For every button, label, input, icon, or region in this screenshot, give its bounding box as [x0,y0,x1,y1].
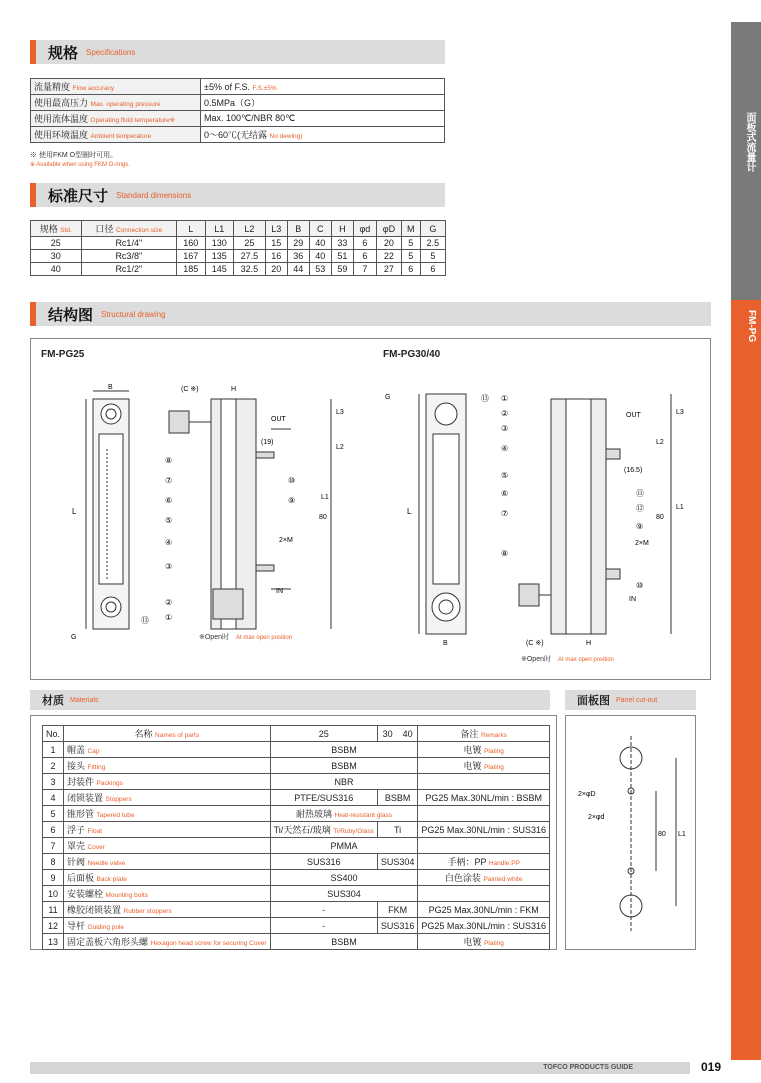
mat-material: SS400 [270,870,418,886]
dims-cell: 2.5 [420,237,445,250]
specifications-table [30,78,445,143]
dims-cell: 33 [331,237,353,250]
dims-cell: 15 [265,237,287,250]
mat-remarks [418,838,550,854]
dims-header-cell: L [177,221,206,237]
label-in-left: IN [276,588,283,595]
materials-row [43,838,550,854]
dims-cell: 53 [309,263,331,276]
materials-row [43,822,550,838]
dim-l2-left: L2 [336,444,344,451]
dims-cell: 5 [401,237,420,250]
materials-row [43,886,550,902]
mat-name: 罩壳 Cover [64,838,271,854]
mat-h-no: No. [43,726,64,742]
dims-cell: Rc1/2" [81,263,176,276]
mat-material: PTFE/SUS316 [270,790,377,806]
dims-cell: 51 [331,250,353,263]
callout-r-8: ⑧ [501,549,509,558]
mat-h-name-en: Names of parts [155,732,200,739]
pg25-front-view [86,391,129,629]
spec-label: 使用流体温度 Operating fluid temperature※ [31,111,201,127]
mat-remarks [418,806,550,822]
dim-l3-left: L3 [336,409,344,416]
spec-value: 0～60℃(无结露 No dewing) [201,127,445,143]
spec-note-en: ※ Available when using FKM O-rings. [30,162,130,168]
mat-material: SUS304 [270,886,418,902]
callout-8: ⑧ [165,456,173,465]
dims-cell: Rc3/8" [81,250,176,263]
dims-cell: 32.5 [234,263,266,276]
dim-c-right: (C ※) [526,640,544,647]
dims-cell: 25 [31,237,82,250]
mat-remarks [418,886,550,902]
dims-header-cell: C [309,221,331,237]
callout-r-3: ③ [501,424,509,433]
dims-cell: 7 [353,263,376,276]
dims-header-cell: H [331,221,353,237]
mat-material: 耐热玻璃 Heat-resistant glass [270,806,418,822]
spec-value: 0.5MPa（G） [201,95,445,111]
dims-header-cell: M [401,221,420,237]
dim-165: (16.5) [624,467,643,474]
mat-no: 4 [43,790,64,806]
mat-remarks: 电镀 Plating [418,742,550,758]
dim-b-right: B [443,640,448,647]
mat-name: 导杆 Guiding pole [64,918,271,934]
dims-header-cell: 规格 Std. [31,221,82,237]
model-tab [731,300,761,1060]
mat-remarks: 电镀 Plating [418,758,550,774]
dims-cell: 29 [287,237,309,250]
callout-r-12: ⑫ [636,504,644,513]
panel-svg [566,716,697,951]
category-tab-label: 面板式流量计 [744,112,755,172]
panel-cutout-box [565,715,696,950]
dim-80-left: 80 [319,514,327,521]
materials-table [42,725,550,950]
dims-cell: 6 [401,263,420,276]
dim-m-left: 2×M [279,537,293,544]
materials-title-en: Materials [70,696,99,704]
mat-no: 13 [43,934,64,950]
dims-header-cell: B [287,221,309,237]
dim-h-right: H [586,640,592,647]
panel-title: 面板图 [577,695,610,707]
dim-l1-right: L1 [676,504,684,511]
mat-remarks [418,774,550,790]
dim-g-left: G [71,634,77,641]
mat-remarks: PG25 Max.30NL/min : SUS316 [418,822,550,838]
note-right: ※Open时 [521,656,551,663]
spec-value: Max. 100℃/NBR 80℃ [201,111,445,127]
spec-row [31,79,445,95]
category-tab [731,22,761,300]
mat-no: 7 [43,838,64,854]
dims-row [31,237,446,250]
materials-row [43,934,550,950]
callout-r-1: ① [501,394,509,403]
structural-svg [31,339,710,679]
materials-title: 材质 [42,695,64,707]
footer-guide: TOFCO PRODUCTS GUIDE [543,1064,633,1071]
mat-material: SUS316 [270,854,377,870]
dims-header-cell: φd [353,221,376,237]
callout-r-13: ⑬ [481,394,489,403]
dim-80-right: 80 [656,514,664,521]
dim-l3-right: L3 [676,409,684,416]
dims-cell: 16 [265,250,287,263]
mat-remarks: 手柄：PP Handle:PP [418,854,550,870]
dim-m-right: 2×M [635,540,649,547]
dim-19: (19) [261,439,274,446]
callout-4: ④ [165,538,173,547]
dims-cell: 27.5 [234,250,266,263]
note-left-en: At max open position [236,635,293,641]
callout-r-7: ⑦ [501,509,509,518]
fig-left-title: FM-PG25 [41,349,85,360]
mat-remarks: PG25 Max.30NL/min : FKM [418,902,550,918]
dims-cell: 44 [287,263,309,276]
mat-no: 3 [43,774,64,790]
callout-7: ⑦ [165,476,173,485]
panel-l1: L1 [678,831,686,838]
mat-no: 8 [43,854,64,870]
pg30-side-view [519,394,671,634]
dims-header-cell: G [420,221,445,237]
materials-row [43,870,550,886]
structural-title-en: Structural drawing [101,309,166,319]
dims-cell: Rc1/4" [81,237,176,250]
panel-title-en: Panel cut-out [616,696,658,704]
structural-title: 结构图 [48,305,94,324]
mat-material-30-40: FKM [377,902,418,918]
dims-header-cell: L2 [234,221,266,237]
dims-cell: 27 [376,263,401,276]
spec-row [31,127,445,143]
dimensions-title: 标准尺寸 [48,186,109,205]
dims-cell: 40 [309,250,331,263]
mat-name: 后面板 Back plate [64,870,271,886]
dims-header-cell: φD [376,221,401,237]
mat-h-30: 30 [382,728,393,739]
dim-c-left: (C ※) [181,386,199,393]
materials-row [43,790,550,806]
dims-cell: 160 [177,237,206,250]
mat-name: 闭锁装置 Stoppers [64,790,271,806]
callout-r-6: ⑥ [501,489,509,498]
materials-row [43,902,550,918]
mat-no: 2 [43,758,64,774]
dims-cell: 6 [420,263,445,276]
mat-no: 6 [43,822,64,838]
dims-row [31,250,446,263]
specifications-header [30,40,445,64]
callout-r-5: ⑤ [501,471,509,480]
dims-cell: 130 [205,237,234,250]
mat-name: 橡胶闭锁装置 Rubber stoppers [64,902,271,918]
model-tab-label: FM-PG [746,310,757,343]
dims-cell: 20 [376,237,401,250]
callout-10-left: ⑩ [288,476,296,485]
callout-9-left: ⑨ [288,496,296,505]
fig-right-title: FM-PG30/40 [383,349,441,360]
mat-remarks: PG25 Max.30NL/min : SUS316 [418,918,550,934]
specifications-title-en: Specifications [86,47,136,57]
callout-r-9: ⑨ [636,522,644,531]
callout-1: ① [165,613,173,622]
callout-r-11: ⑪ [636,489,644,498]
mat-h-name [64,726,271,742]
note-left: ※Open时 [199,634,229,641]
dims-cell: 25 [234,237,266,250]
specifications-title: 规格 [48,43,79,62]
callout-13-left: ⑬ [141,616,149,625]
header-accent-bar [30,40,36,64]
mat-no: 12 [43,918,64,934]
mat-remarks: PG25 Max.30NL/min : BSBM [418,790,550,806]
mat-h-name-zh: 名称 [134,729,153,739]
dims-header-cell: L3 [265,221,287,237]
dims-cell: 5 [420,250,445,263]
page-number: 019 [700,1060,721,1074]
dims-row [31,263,446,276]
spec-row [31,95,445,111]
mat-h-remarks-zh: 备注 [460,729,479,739]
label-out-right: OUT [626,412,641,419]
mat-name: 针阀 Needle valve [64,854,271,870]
materials-row [43,806,550,822]
mat-material: PMMA [270,838,418,854]
spec-row [31,111,445,127]
mat-h-40: 40 [402,728,413,739]
label-in-right: IN [629,596,636,603]
mat-material: - [270,918,377,934]
spec-label: 流量精度 Flow accuracy [31,79,201,95]
mat-h-25: 25 [270,726,377,742]
materials-row [43,742,550,758]
dims-cell: 20 [265,263,287,276]
dims-header-cell: 口径 Connection size [81,221,176,237]
spec-label: 使用环境温度 Ambient temperature [31,127,201,143]
dims-cell: 30 [31,250,82,263]
callout-2: ② [165,598,173,607]
mat-name: 封装件 Packings [64,774,271,790]
dim-l1-left: L1 [321,494,329,501]
dims-cell: 185 [177,263,206,276]
mat-no: 5 [43,806,64,822]
mat-name: 接头 Fitting [64,758,271,774]
dim-l-right: L [407,507,412,516]
mat-no: 10 [43,886,64,902]
materials-row [43,854,550,870]
dimensions-title-en: Standard dimensions [116,190,192,200]
callout-r-2: ② [501,409,509,418]
callout-r-4: ④ [501,444,509,453]
dims-cell: 40 [309,237,331,250]
dimensions-table [30,220,446,276]
mat-material: Ti/天然石/玻璃 Ti/Ruby/Glass [270,822,377,838]
dims-cell: 167 [177,250,206,263]
mat-material: BSBM [270,742,418,758]
dims-cell: 145 [205,263,234,276]
panel-d-big: 2×φD [578,791,596,798]
pg25-side-view [169,399,331,629]
structural-header [30,302,711,326]
spec-label: 使用最高压力 Max. operating pressure [31,95,201,111]
mat-name: 浮子 Float [64,822,271,838]
mat-no: 9 [43,870,64,886]
panel-header [565,690,696,710]
mat-h-remarks [418,726,550,742]
mat-remarks: 白色涂装 Painted white [418,870,550,886]
mat-material-30-40: SUS316 [377,918,418,934]
dims-cell: 59 [331,263,353,276]
dim-l2-right: L2 [656,439,664,446]
dims-cell: 5 [401,250,420,263]
dims-cell: 6 [353,237,376,250]
mat-material: NBR [270,774,418,790]
callout-r-10: ⑩ [636,581,644,590]
dim-h-left: H [231,386,237,393]
dims-cell: 6 [353,250,376,263]
dim-l-left: L [72,507,77,516]
spec-note: ※ 使用FKM O型圈时可用。 [30,152,118,159]
mat-material-30-40: Ti [377,822,418,838]
mat-no: 11 [43,902,64,918]
mat-h-30-40 [377,726,418,742]
mat-material: BSBM [270,758,418,774]
dims-cell: 36 [287,250,309,263]
mat-material-30-40: BSBM [377,790,418,806]
label-out-left: OUT [271,416,286,423]
panel-80: 80 [658,831,666,838]
header-accent-bar [30,183,36,207]
materials-row [43,758,550,774]
dims-cell: 135 [205,250,234,263]
mat-h-remarks-en: Remarks [480,732,507,739]
dims-header-cell: L1 [205,221,234,237]
dim-b-left: B [108,384,113,391]
mat-name: 帽盖 Cap [64,742,271,758]
callout-3: ③ [165,562,173,571]
spec-value: ±5% of F.S. F.S.±5% [201,79,445,95]
structural-drawing [30,338,711,680]
materials-header [30,690,550,710]
mat-material: BSBM [270,934,418,950]
note-right-en: At max open position [558,657,615,663]
mat-remarks: 电镀 Plating [418,934,550,950]
pg30-front-view [419,394,466,634]
callout-6: ⑥ [165,496,173,505]
materials-row [43,918,550,934]
dimensions-header [30,183,445,207]
header-accent-bar [30,302,36,326]
mat-name: 固定盖板六角形头螺 Hexagon head screw for securing Cover [64,934,271,950]
panel-d-small: 2×φd [588,814,605,821]
materials-row [43,774,550,790]
dims-cell: 22 [376,250,401,263]
mat-no: 1 [43,742,64,758]
dim-g-right: G [385,394,391,401]
mat-material-30-40: SUS304 [377,854,418,870]
mat-material: - [270,902,377,918]
callout-5: ⑤ [165,516,173,525]
mat-name: 锥形管 Tapered tube [64,806,271,822]
dims-cell: 40 [31,263,82,276]
mat-name: 安装螺栓 Mounting bolts [64,886,271,902]
